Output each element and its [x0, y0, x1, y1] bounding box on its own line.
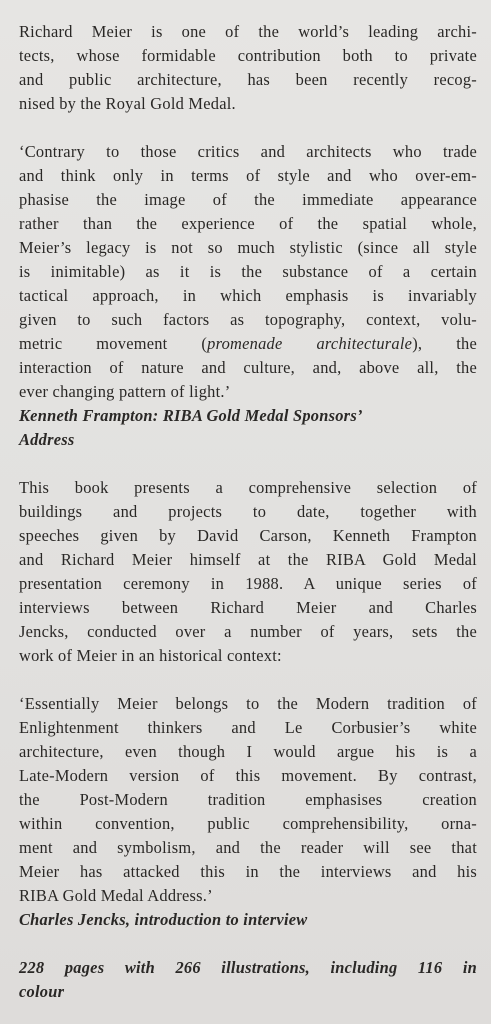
text-line: interaction of nature and culture, and, above all, the [19, 358, 477, 377]
text-line: tactical approach, in which emphasis is invariably [19, 286, 477, 305]
text-line: Late-Modern version of this movement. By contrast, [19, 766, 477, 785]
text-line: architecture, even though I would argue his is a [19, 742, 477, 761]
text-line: This book presents a comprehensive selection of [19, 478, 477, 497]
attribution-line: Address [19, 430, 75, 449]
jencks-quote [19, 692, 477, 908]
paragraph-gap [19, 452, 477, 476]
paragraph-gap [19, 668, 477, 692]
text-line: ment and symbolism, and the reader will see that [19, 838, 477, 857]
text-fragment: metric movement ( [19, 334, 208, 353]
text-line: presentation ceremony in 1988. A unique series of [19, 574, 477, 593]
text-line: the Post-Modern tradition emphasises creation [19, 790, 477, 809]
text-line-with-italic [19, 332, 477, 356]
text-line: within convention, public comprehensibility, orna- [19, 814, 477, 833]
frampton-quote [19, 140, 477, 404]
text-line: RIBA Gold Medal Address.’ [19, 886, 213, 905]
text-line: Richard Meier is one of the world’s leading archi- [19, 22, 477, 41]
jencks-attribution [19, 908, 477, 932]
text-line: is inimitable) as it is the substance of a certain [19, 262, 477, 281]
text-line: phasise the image of the immediate appearance [19, 190, 477, 209]
paragraph-gap [19, 932, 477, 956]
italic-phrase: promenade architecturale [207, 334, 413, 353]
text-line: and think only in terms of style and who over-em- [19, 166, 477, 185]
text-line: and public architecture, has been recently recog- [19, 70, 477, 89]
text-line: interviews between Richard Meier and Charles [19, 598, 477, 617]
text-line: rather than the experience of the spatial whole, [19, 214, 477, 233]
text-line: Meier has attacked this in the interviews and his [19, 862, 477, 881]
text-line: nised by the Royal Gold Medal. [19, 94, 236, 113]
page-count-note [19, 956, 477, 1004]
text-line: work of Meier in an historical context: [19, 646, 282, 665]
text-fragment: ), the [412, 334, 477, 353]
frampton-attribution [19, 404, 477, 452]
text-line: and Richard Meier himself at the RIBA Gold Medal [19, 550, 477, 569]
text-line: speeches given by David Carson, Kenneth Frampton [19, 526, 477, 545]
text-line: Enlightenment thinkers and Le Corbusier’s white [19, 718, 477, 737]
footer-line: 228 pages with 266 illustrations, including 116 in [19, 958, 477, 977]
text-line: Meier’s legacy is not so much stylistic (since all style [19, 238, 477, 257]
intro-paragraph [19, 20, 477, 116]
body-paragraph [19, 476, 477, 668]
text-line: given to such factors as topography, context, volu- [19, 310, 477, 329]
text-line: buildings and projects to date, together with [19, 502, 477, 521]
footer-line: colour [19, 982, 65, 1001]
text-line: tects, whose formidable contribution both to private [19, 46, 477, 65]
paragraph-gap [19, 116, 477, 140]
text-line: Jencks, conducted over a number of years, sets the [19, 622, 477, 641]
text-line: ‘Essentially Meier belongs to the Modern tradition of [19, 694, 477, 713]
text-line: ‘Contrary to those critics and architects who trade [19, 142, 477, 161]
attribution-line: Charles Jencks, introduction to interview [19, 910, 308, 929]
text-line: ever changing pattern of light.’ [19, 382, 231, 401]
attribution-line: Kenneth Frampton: RIBA Gold Medal Sponsors’ [19, 406, 363, 425]
